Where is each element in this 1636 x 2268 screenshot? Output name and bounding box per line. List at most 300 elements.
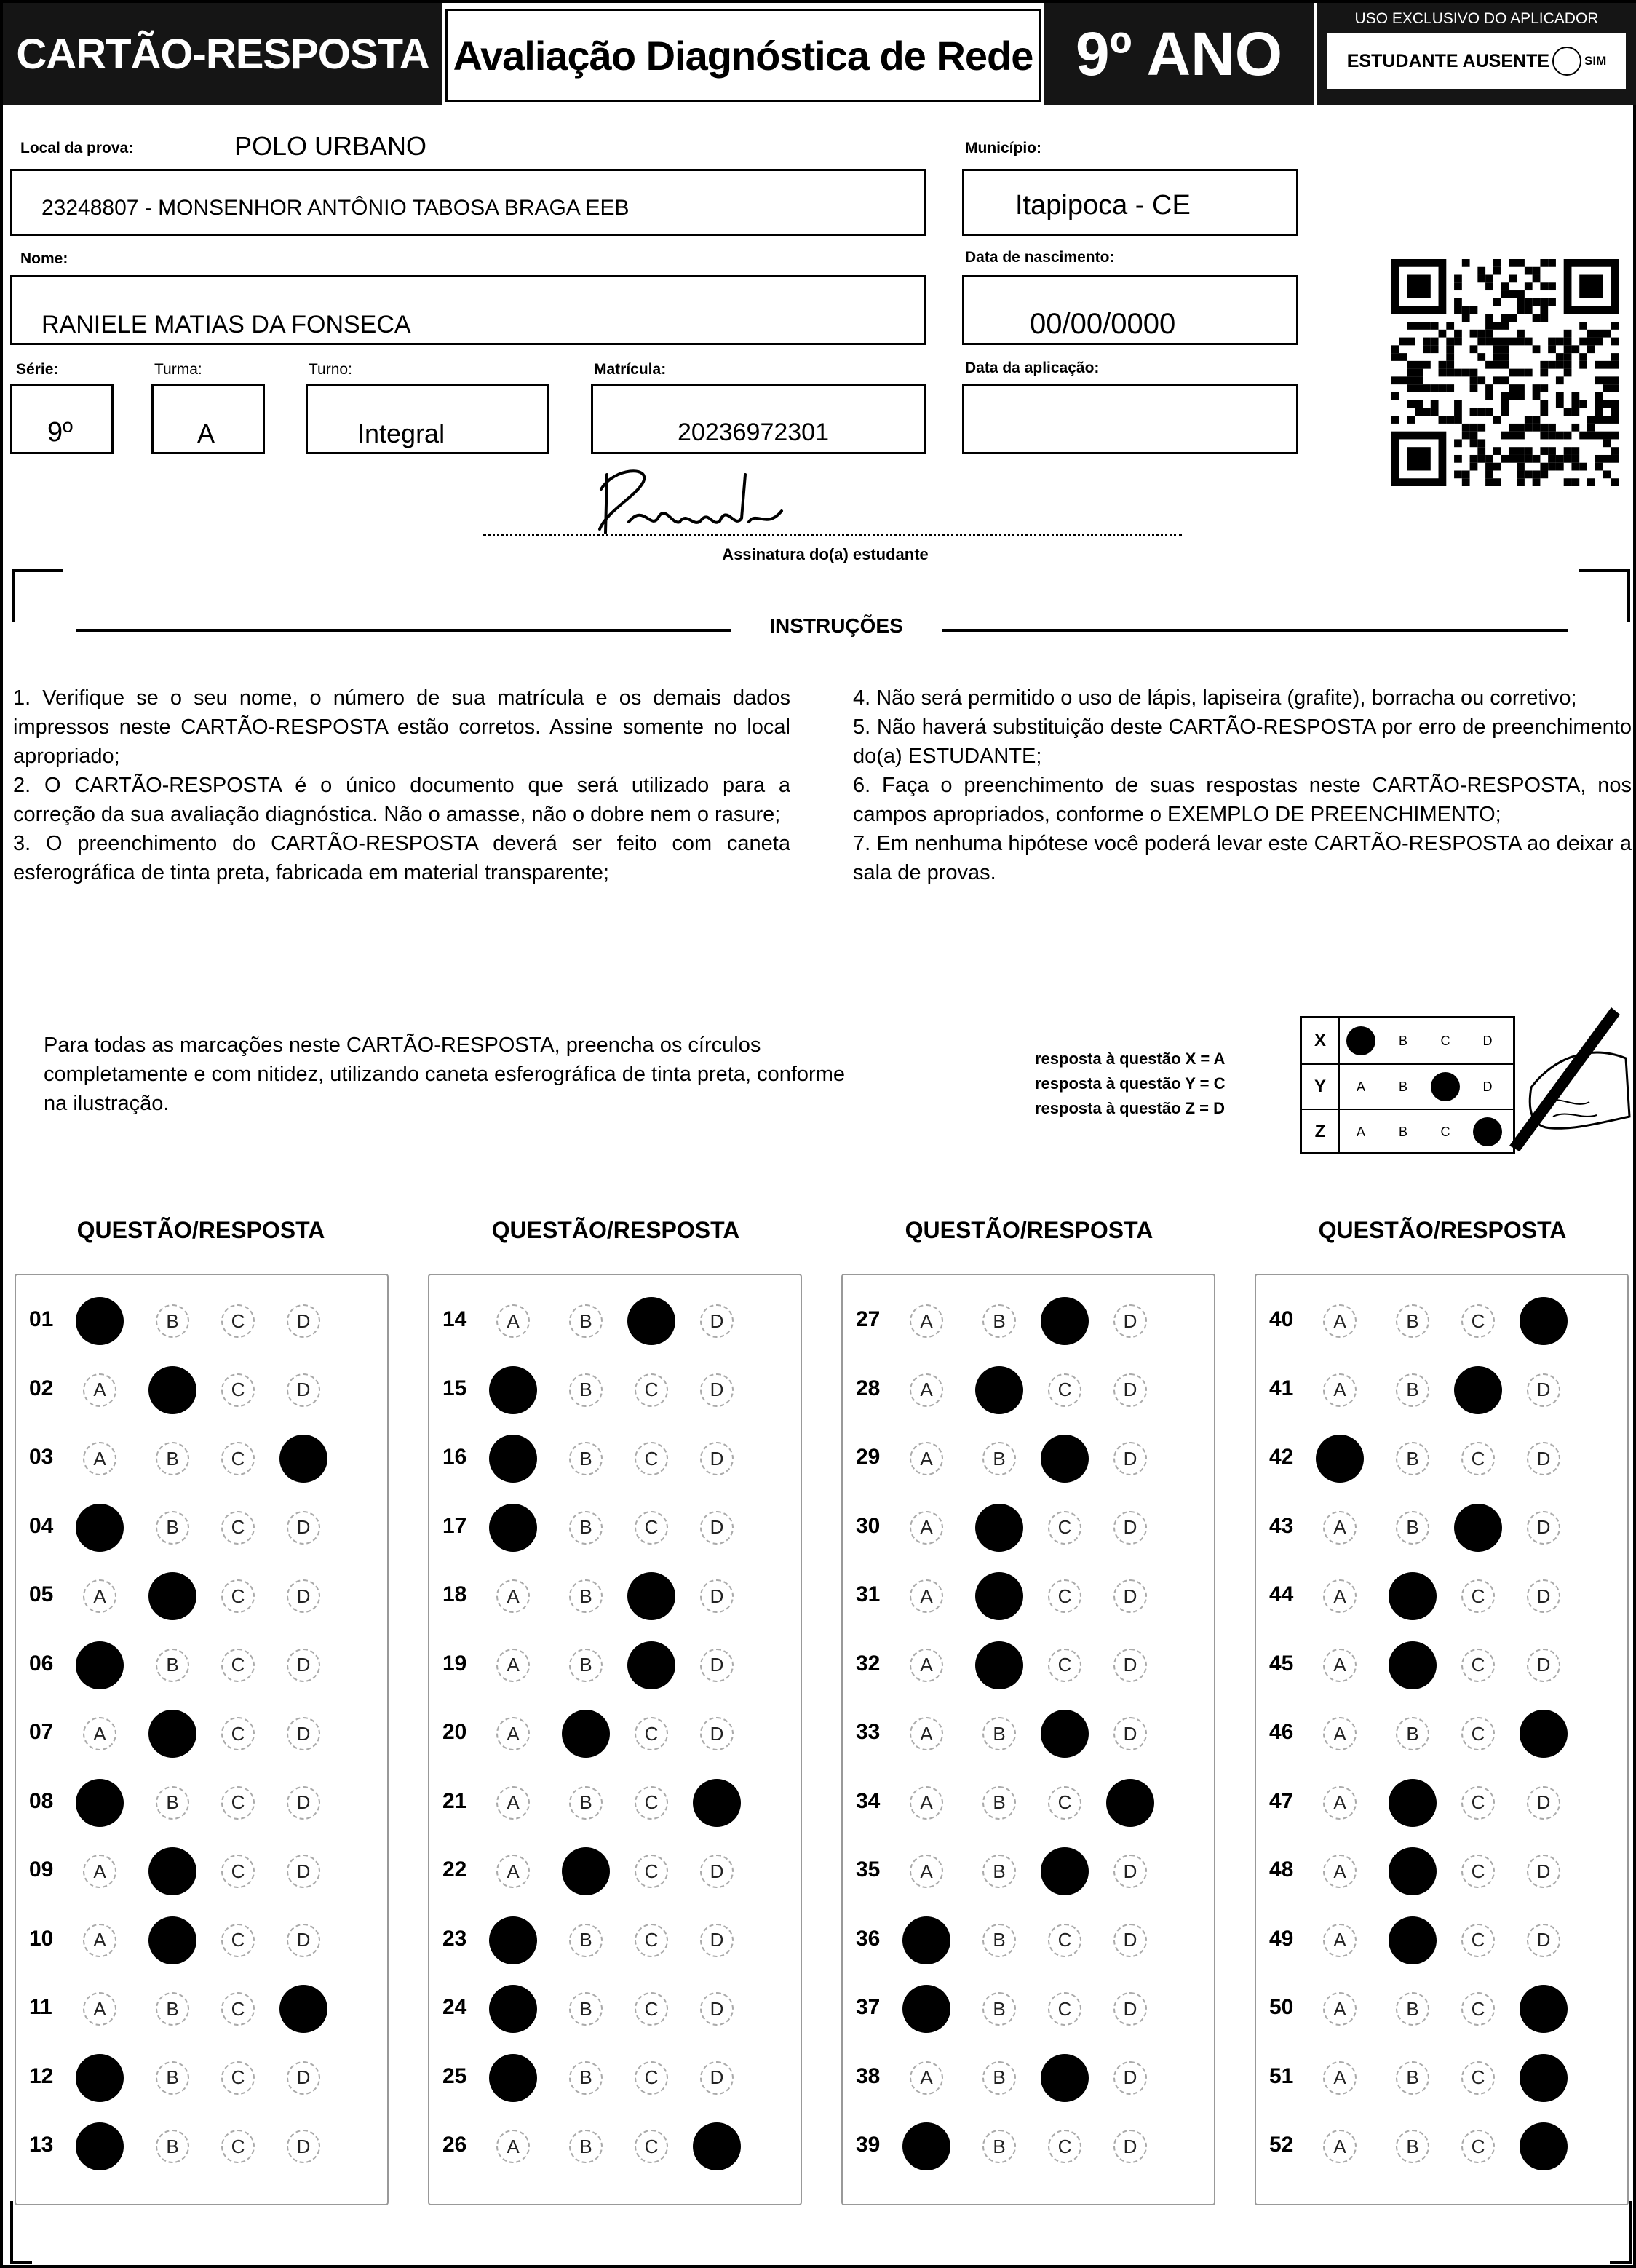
- filled-bubble-b[interactable]: [975, 1572, 1023, 1620]
- bubble-a[interactable]: A: [910, 1579, 943, 1613]
- bubble-d[interactable]: D: [1113, 1992, 1147, 2026]
- bubble-c[interactable]: C: [635, 2130, 668, 2163]
- question-number: 39: [856, 2133, 881, 2157]
- answer-row: [843, 1492, 1214, 1561]
- answer-row: [1256, 2042, 1627, 2111]
- bubble-c[interactable]: C: [221, 1373, 255, 1407]
- filled-bubble-a[interactable]: [76, 1779, 124, 1827]
- example-option: [1340, 1079, 1382, 1095]
- bubble-c[interactable]: C: [221, 1786, 255, 1820]
- bubble-d[interactable]: D: [700, 1579, 734, 1613]
- absent-option: SIM: [1584, 54, 1607, 68]
- question-number: 21: [442, 1788, 467, 1813]
- bubble-a[interactable]: A: [1323, 1511, 1357, 1545]
- filled-bubble-b[interactable]: [975, 1366, 1023, 1414]
- bubble-c[interactable]: C: [221, 1992, 255, 2026]
- bubble-a[interactable]: A: [910, 1373, 943, 1407]
- bubble-c[interactable]: C: [221, 1442, 255, 1475]
- bubble-b[interactable]: B: [982, 1304, 1016, 1338]
- bubble-a[interactable]: A: [910, 1511, 943, 1545]
- option-letter: C: [1440, 1033, 1450, 1048]
- filled-bubble-b[interactable]: [148, 1847, 196, 1895]
- frame-corner-br: [1610, 2201, 1632, 2264]
- bubble-c[interactable]: C: [635, 1373, 668, 1407]
- example-answer: resposta à questão Z = D: [1035, 1099, 1226, 1117]
- filled-bubble-b[interactable]: [562, 1710, 610, 1758]
- bubble-d[interactable]: D: [1113, 1442, 1147, 1475]
- question-number: 40: [1269, 1307, 1294, 1331]
- bubble-b[interactable]: B: [156, 1442, 189, 1475]
- filled-bubble-d[interactable]: [1520, 1985, 1568, 2033]
- filled-bubble-d[interactable]: [279, 1435, 327, 1483]
- bubble-d[interactable]: D: [700, 1717, 734, 1750]
- filled-bubble-d[interactable]: [279, 1985, 327, 2033]
- serie-box: [10, 384, 114, 454]
- bubble-a[interactable]: A: [1323, 1717, 1357, 1750]
- option-letter: B: [1398, 1033, 1407, 1048]
- instruction-item: 6. Faça o preenchimento de suas respostas neste CARTÃO-RESPOSTA, nos campos apropriados, conforme o EXEMPLO DE PREENCHIMENTO;: [853, 774, 1632, 826]
- bubble-a[interactable]: A: [83, 1924, 116, 1957]
- bubble-b[interactable]: B: [1396, 1717, 1429, 1750]
- filled-bubble-c[interactable]: [1454, 1366, 1502, 1414]
- bubble-b[interactable]: B: [569, 1924, 603, 1957]
- bubble-c[interactable]: C: [635, 1717, 668, 1750]
- filled-bubble-a[interactable]: [489, 1985, 537, 2033]
- absent-bubble[interactable]: [1552, 47, 1581, 76]
- bubble-a[interactable]: A: [1323, 1649, 1357, 1682]
- answer-row: [843, 1836, 1214, 1904]
- bubble-b[interactable]: B: [982, 1717, 1016, 1750]
- bubble-b[interactable]: B: [569, 1579, 603, 1613]
- bubble-c[interactable]: C: [1048, 1373, 1081, 1407]
- bubble-c[interactable]: C: [221, 1579, 255, 1613]
- bubble-c[interactable]: C: [635, 1855, 668, 1888]
- option-letter: C: [1440, 1124, 1450, 1139]
- bubble-b[interactable]: B: [156, 1511, 189, 1545]
- bubble-d[interactable]: D: [1527, 1924, 1560, 1957]
- filled-bubble-b[interactable]: [148, 1366, 196, 1414]
- answer-row: [16, 1698, 387, 1767]
- bubble-a[interactable]: A: [496, 1304, 530, 1338]
- bubble-d[interactable]: D: [1113, 2061, 1147, 2095]
- bubble-c[interactable]: C: [1461, 1579, 1495, 1613]
- bubble-c[interactable]: C: [1461, 2130, 1495, 2163]
- filled-bubble-b[interactable]: [562, 1847, 610, 1895]
- bubble-d[interactable]: D: [1113, 1373, 1147, 1407]
- bubble-d[interactable]: D: [700, 2061, 734, 2095]
- bubble-d[interactable]: D: [287, 1717, 320, 1750]
- bubble-c[interactable]: C: [1048, 1511, 1081, 1545]
- bubble-a[interactable]: A: [1323, 1992, 1357, 2026]
- answer-row: [1256, 1973, 1627, 2042]
- bubble-a[interactable]: A: [1323, 1579, 1357, 1613]
- filled-bubble-d[interactable]: [1520, 1297, 1568, 1345]
- option-letter: B: [1398, 1079, 1407, 1094]
- filled-bubble-c[interactable]: [627, 1297, 675, 1345]
- bubble-d[interactable]: D: [287, 1786, 320, 1820]
- frame-corner-tr: [1579, 569, 1630, 622]
- filled-bubble-b[interactable]: [1389, 1847, 1437, 1895]
- bubble-b[interactable]: B: [982, 1924, 1016, 1957]
- bubble-c[interactable]: C: [1461, 1855, 1495, 1888]
- bubble-a[interactable]: A: [1323, 1924, 1357, 1957]
- bubble-c[interactable]: C: [1461, 1442, 1495, 1475]
- question-number: 41: [1269, 1376, 1294, 1400]
- bubble-c[interactable]: C: [221, 1855, 255, 1888]
- bubble-b[interactable]: B: [1396, 1304, 1429, 1338]
- bubble-c[interactable]: C: [221, 1924, 255, 1957]
- qr-code: [1391, 259, 1619, 486]
- filled-bubble-b[interactable]: [1389, 1641, 1437, 1689]
- question-number: 24: [442, 1995, 467, 2019]
- answer-row: [1256, 1630, 1627, 1698]
- question-number: 35: [856, 1857, 881, 1882]
- bubble-a[interactable]: A: [83, 1717, 116, 1750]
- bubble-a[interactable]: A: [910, 1442, 943, 1475]
- bubble-a[interactable]: A: [496, 2130, 530, 2163]
- bubble-c[interactable]: C: [1048, 1579, 1081, 1613]
- bubble-c[interactable]: C: [635, 1992, 668, 2026]
- bubble-d[interactable]: D: [1113, 1511, 1147, 1545]
- bubble-d[interactable]: D: [700, 1992, 734, 2026]
- bubble-b[interactable]: B: [569, 1992, 603, 2026]
- bubble-c[interactable]: C: [1048, 1649, 1081, 1682]
- question-number: 22: [442, 1857, 467, 1882]
- bubble-c[interactable]: C: [1048, 1786, 1081, 1820]
- question-number: 18: [442, 1582, 467, 1606]
- bubble-b[interactable]: B: [982, 1786, 1016, 1820]
- filled-bubble-b[interactable]: [1389, 1779, 1437, 1827]
- filled-bubble-a[interactable]: [902, 2122, 950, 2170]
- bubble-c[interactable]: C: [1461, 1304, 1495, 1338]
- bubble-a[interactable]: A: [83, 1992, 116, 2026]
- bubble-a[interactable]: A: [496, 1717, 530, 1750]
- option-letter: B: [1398, 1124, 1407, 1139]
- bubble-a[interactable]: A: [496, 1579, 530, 1613]
- bubble-b[interactable]: B: [1396, 1992, 1429, 2026]
- bubble-b[interactable]: B: [569, 2061, 603, 2095]
- instruction-item: 5. Não haverá substituição deste CARTÃO-RESPOSTA por erro de preenchimento do(a) ESTUDANTE;: [853, 715, 1632, 768]
- answer-row: [16, 1836, 387, 1904]
- bubble-a[interactable]: A: [910, 1717, 943, 1750]
- question-number: 11: [29, 1995, 52, 2019]
- bubble-d[interactable]: D: [287, 1511, 320, 1545]
- filled-bubble-a[interactable]: [76, 1641, 124, 1689]
- question-number: 05: [29, 1582, 54, 1606]
- filled-bubble-b[interactable]: [148, 1916, 196, 1964]
- bubble-d[interactable]: D: [700, 1373, 734, 1407]
- bubble-d[interactable]: D: [287, 1304, 320, 1338]
- bubble-c[interactable]: C: [635, 1442, 668, 1475]
- bubble-b[interactable]: B: [982, 1442, 1016, 1475]
- bubble-c[interactable]: C: [1461, 2061, 1495, 2095]
- question-number: 34: [856, 1788, 881, 1813]
- bubble-d[interactable]: D: [700, 1511, 734, 1545]
- bubble-b[interactable]: B: [1396, 1442, 1429, 1475]
- example-option: [1340, 1026, 1382, 1055]
- bubble-b[interactable]: B: [156, 1786, 189, 1820]
- bubble-c[interactable]: C: [635, 2061, 668, 2095]
- municipio-box: [962, 169, 1298, 236]
- turno-label: Turno:: [309, 361, 352, 378]
- bubble-d[interactable]: D: [1113, 1304, 1147, 1338]
- answer-row: [16, 1423, 387, 1491]
- filled-bubble-b[interactable]: [1389, 1916, 1437, 1964]
- filled-bubble-c[interactable]: [1041, 1710, 1089, 1758]
- bubble-c[interactable]: C: [1461, 1717, 1495, 1750]
- bubble-d[interactable]: D: [287, 2061, 320, 2095]
- bubble-d[interactable]: D: [1113, 1717, 1147, 1750]
- bubble-c[interactable]: C: [635, 1924, 668, 1957]
- filled-bubble-a[interactable]: [902, 1916, 950, 1964]
- bubble-c[interactable]: C: [635, 1511, 668, 1545]
- bubble-b[interactable]: B: [569, 1442, 603, 1475]
- signature-image: [585, 460, 818, 540]
- bubble-a[interactable]: A: [910, 1649, 943, 1682]
- example-option: [1382, 1125, 1424, 1140]
- local-label: Local da prova:: [20, 140, 134, 156]
- filled-bubble-a[interactable]: [76, 1297, 124, 1345]
- question-number: 33: [856, 1720, 881, 1744]
- filled-bubble-c[interactable]: [1454, 1504, 1502, 1552]
- bubble-b[interactable]: B: [1396, 1511, 1429, 1545]
- filled-bubble-b[interactable]: [148, 1572, 196, 1620]
- bubble-d[interactable]: D: [287, 1855, 320, 1888]
- bubble-b[interactable]: B: [569, 1786, 603, 1820]
- filled-bubble-a[interactable]: [489, 1504, 537, 1552]
- bubble-b[interactable]: B: [569, 1304, 603, 1338]
- bubble-d[interactable]: D: [700, 1855, 734, 1888]
- bubble-b[interactable]: B: [156, 2061, 189, 2095]
- bubble-d[interactable]: D: [1113, 1649, 1147, 1682]
- bubble-d[interactable]: D: [287, 1649, 320, 1682]
- signature-caption: Assinatura do(a) estudante: [722, 545, 929, 563]
- bubble-a[interactable]: A: [83, 1579, 116, 1613]
- bubble-a[interactable]: A: [1323, 2130, 1357, 2163]
- bubble-c[interactable]: C: [221, 1511, 255, 1545]
- answer-row: [1256, 1492, 1627, 1561]
- filled-bubble-d[interactable]: [1106, 1779, 1154, 1827]
- filled-bubble-d[interactable]: [693, 2122, 741, 2170]
- bubble-c[interactable]: C: [1461, 1992, 1495, 2026]
- answer-row: [429, 1767, 801, 1836]
- grade-title: 9º ANO: [1044, 3, 1314, 105]
- bubble-b[interactable]: B: [982, 2130, 1016, 2163]
- answer-row: [429, 1905, 801, 1973]
- question-number: 47: [1269, 1788, 1294, 1813]
- filled-bubble-d[interactable]: [693, 1779, 741, 1827]
- filled-bubble-a[interactable]: [489, 1435, 537, 1483]
- filled-bubble-a[interactable]: [76, 1504, 124, 1552]
- bubble-c[interactable]: C: [221, 1717, 255, 1750]
- filled-bubble-a[interactable]: [1316, 1435, 1364, 1483]
- bubble-a[interactable]: A: [910, 1855, 943, 1888]
- filled-bubble-c[interactable]: [1041, 1435, 1089, 1483]
- bubble-d[interactable]: D: [700, 1649, 734, 1682]
- filled-bubble-c[interactable]: [627, 1572, 675, 1620]
- bubble-b[interactable]: B: [569, 1511, 603, 1545]
- question-number: 42: [1269, 1445, 1294, 1469]
- question-number: 51: [1269, 2063, 1294, 2088]
- bubble-c[interactable]: C: [221, 1304, 255, 1338]
- bubble-c[interactable]: C: [1461, 1924, 1495, 1957]
- filled-bubble-a[interactable]: [902, 1985, 950, 2033]
- bubble-b[interactable]: B: [1396, 2130, 1429, 2163]
- bubble-c[interactable]: C: [221, 2061, 255, 2095]
- question-number: 23: [442, 1926, 467, 1951]
- answer-row: [429, 1355, 801, 1423]
- applicator-title: USO EXCLUSIVO DO APLICADOR: [1354, 10, 1599, 27]
- bubble-b[interactable]: B: [1396, 1373, 1429, 1407]
- answer-row: [16, 1492, 387, 1561]
- card-title: CARTÃO-RESPOSTA: [3, 3, 442, 105]
- question-number: 30: [856, 1513, 881, 1538]
- bubble-d[interactable]: D: [1527, 1442, 1560, 1475]
- bubble-a[interactable]: A: [83, 1855, 116, 1888]
- answer-row: [16, 1561, 387, 1629]
- answer-row: [1256, 1561, 1627, 1629]
- bubble-c[interactable]: C: [1048, 1992, 1081, 2026]
- answer-row: [1256, 1355, 1627, 1423]
- answer-row: [429, 1492, 801, 1561]
- bubble-b[interactable]: B: [1396, 2061, 1429, 2095]
- filled-bubble-c[interactable]: [1041, 2054, 1089, 2102]
- applicator-panel: [1317, 3, 1636, 105]
- turma-box: [151, 384, 265, 454]
- example-grid: [1300, 1016, 1515, 1154]
- question-number: 01: [29, 1307, 54, 1331]
- filled-bubble-d[interactable]: [1520, 2054, 1568, 2102]
- bubble-c[interactable]: C: [1048, 1924, 1081, 1957]
- filled-bubble-a[interactable]: [489, 2054, 537, 2102]
- answer-row: [16, 2042, 387, 2111]
- bubble-a[interactable]: A: [910, 1304, 943, 1338]
- example-option: [1424, 1125, 1466, 1140]
- bubble-a[interactable]: A: [910, 1786, 943, 1820]
- bubble-a[interactable]: A: [910, 2061, 943, 2095]
- bubble-a[interactable]: A: [1323, 1786, 1357, 1820]
- bubble-a[interactable]: A: [1323, 2061, 1357, 2095]
- example-answer: resposta à questão X = A: [1035, 1050, 1226, 1068]
- bubble-b[interactable]: B: [569, 2130, 603, 2163]
- aplicacao-box: [962, 384, 1298, 454]
- question-number: 07: [29, 1720, 54, 1744]
- bubble-a[interactable]: A: [1323, 1373, 1357, 1407]
- bubble-a[interactable]: A: [1323, 1304, 1357, 1338]
- question-number: 36: [856, 1926, 881, 1951]
- filled-bubble-b[interactable]: [975, 1641, 1023, 1689]
- bubble-a[interactable]: A: [496, 1855, 530, 1888]
- bubble-d[interactable]: D: [1113, 1924, 1147, 1957]
- bubble-d[interactable]: D: [700, 1442, 734, 1475]
- bubble-d[interactable]: D: [1113, 2130, 1147, 2163]
- municipio-label: Município:: [965, 140, 1041, 156]
- answer-row: [843, 1767, 1214, 1836]
- filled-bubble-a[interactable]: [489, 1916, 537, 1964]
- filled-bubble-d[interactable]: [1520, 2122, 1568, 2170]
- bubble-c[interactable]: C: [635, 1786, 668, 1820]
- bubble-d[interactable]: D: [1113, 1579, 1147, 1613]
- bubble-a[interactable]: A: [83, 1442, 116, 1475]
- filled-bubble-a[interactable]: [76, 2122, 124, 2170]
- question-number: 17: [442, 1513, 467, 1538]
- bubble-c[interactable]: C: [1461, 1786, 1495, 1820]
- bubble-d[interactable]: D: [287, 1924, 320, 1957]
- column-title: QUESTÃO/RESPOSTA: [76, 1217, 325, 1243]
- bubble-d[interactable]: D: [700, 1304, 734, 1338]
- answer-row: [843, 1561, 1214, 1629]
- bubble-c[interactable]: C: [221, 1649, 255, 1682]
- answer-row: [843, 1973, 1214, 2042]
- bubble-b[interactable]: B: [156, 1649, 189, 1682]
- answer-row: [429, 1973, 801, 2042]
- question-number: 48: [1269, 1857, 1294, 1882]
- question-number: 19: [442, 1651, 467, 1676]
- bubble-d[interactable]: D: [700, 1924, 734, 1957]
- bubble-d[interactable]: D: [1527, 1579, 1560, 1613]
- bubble-d[interactable]: D: [1113, 1855, 1147, 1888]
- example-row-label: Z: [1302, 1110, 1340, 1154]
- bubble-d[interactable]: D: [287, 2130, 320, 2163]
- bubble-c[interactable]: C: [221, 2130, 255, 2163]
- bubble-a[interactable]: A: [496, 1649, 530, 1682]
- filled-bubble-a[interactable]: [76, 2054, 124, 2102]
- question-number: 02: [29, 1376, 54, 1400]
- filled-bubble-a[interactable]: [489, 1366, 537, 1414]
- bubble-d[interactable]: D: [1527, 1786, 1560, 1820]
- bubble-a[interactable]: A: [83, 1373, 116, 1407]
- bubble-c[interactable]: C: [1048, 2130, 1081, 2163]
- bubble-d[interactable]: D: [287, 1373, 320, 1407]
- local-value: POLO URBANO: [234, 131, 427, 161]
- bubble-b[interactable]: B: [569, 1649, 603, 1682]
- filled-bubble-c[interactable]: [1041, 1847, 1089, 1895]
- bubble-a[interactable]: A: [1323, 1855, 1357, 1888]
- filled-bubble-c[interactable]: [1041, 1297, 1089, 1345]
- bubble-d[interactable]: D: [1527, 1511, 1560, 1545]
- bubble-b[interactable]: B: [156, 2130, 189, 2163]
- bubble-b[interactable]: B: [982, 2061, 1016, 2095]
- filled-bubble-b[interactable]: [1389, 1572, 1437, 1620]
- question-number: 49: [1269, 1926, 1294, 1951]
- filled-bubble-b[interactable]: [148, 1710, 196, 1758]
- question-number: 50: [1269, 1995, 1294, 2019]
- bubble-b[interactable]: B: [156, 1304, 189, 1338]
- answer-row: [843, 1630, 1214, 1698]
- answer-row: [429, 1285, 801, 1354]
- bubble-d[interactable]: D: [1527, 1649, 1560, 1682]
- bubble-d[interactable]: D: [287, 1579, 320, 1613]
- bubble-d[interactable]: D: [1527, 1373, 1560, 1407]
- answer-row: [843, 2111, 1214, 2179]
- bubble-c[interactable]: C: [1461, 1649, 1495, 1682]
- bubble-b[interactable]: B: [982, 1855, 1016, 1888]
- bubble-b[interactable]: B: [569, 1373, 603, 1407]
- instructions-right: [853, 683, 1632, 887]
- question-number: 25: [442, 2063, 467, 2088]
- filled-bubble-b[interactable]: [975, 1504, 1023, 1552]
- example-text: Para todas as marcações neste CARTÃO-RESPOSTA, preencha os círculos completamente e com nitidez, utilizando caneta esferográfica de tinta preta, conforme na ilustração.: [44, 1034, 845, 1115]
- bubble-a[interactable]: A: [496, 1786, 530, 1820]
- question-number: 13: [29, 2133, 54, 2157]
- bubble-d[interactable]: D: [1527, 1855, 1560, 1888]
- filled-bubble-d[interactable]: [1520, 1710, 1568, 1758]
- filled-bubble-c[interactable]: [627, 1641, 675, 1689]
- bubble-b[interactable]: B: [156, 1992, 189, 2026]
- question-number: 16: [442, 1445, 467, 1469]
- question-number: 26: [442, 2133, 467, 2157]
- bubble-b[interactable]: B: [982, 1992, 1016, 2026]
